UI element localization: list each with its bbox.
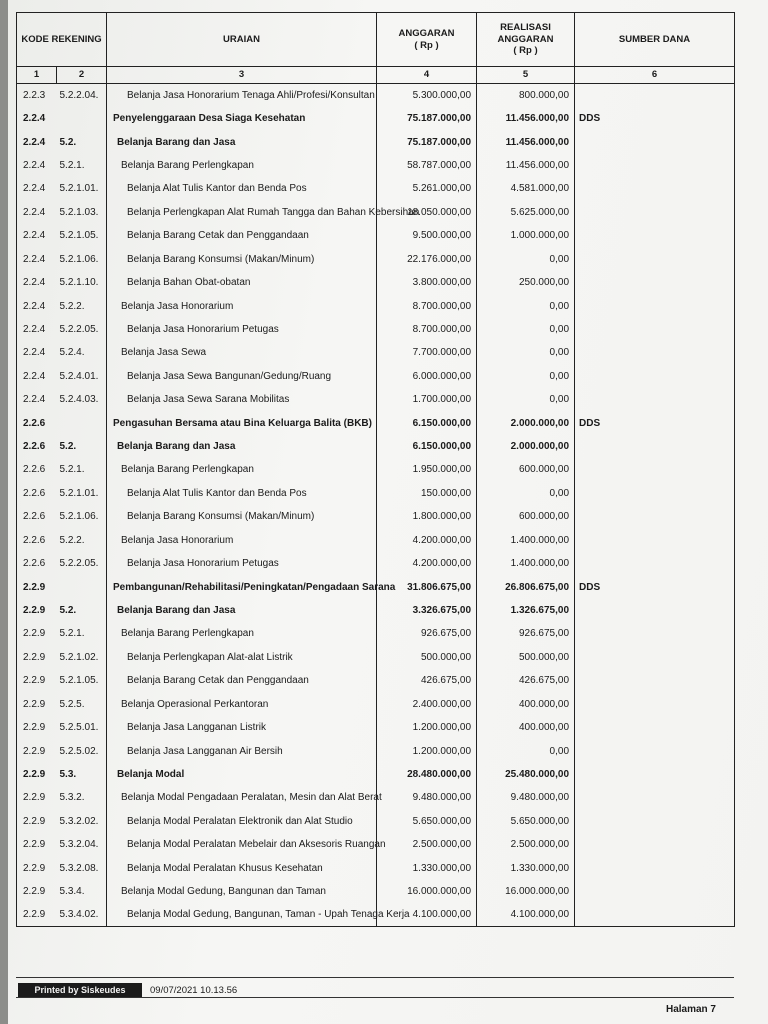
realization-cell: 5.650.000,00 — [477, 810, 575, 833]
account-code-2: 5.2.1.05. — [57, 669, 107, 692]
budget-cell: 1.700.000,00 — [377, 388, 477, 411]
description-cell: Belanja Barang Cetak dan Penggandaan — [107, 669, 377, 692]
header-col-number: 2 — [57, 67, 107, 84]
description-cell: Belanja Jasa Honorarium — [107, 529, 377, 552]
description-cell: Belanja Barang Perlengkapan — [107, 458, 377, 481]
fund-source-cell: DDS — [575, 411, 735, 434]
account-code-2: 5.2.1.06. — [57, 247, 107, 270]
table-row — [17, 411, 735, 434]
realization-cell: 400.000,00 — [477, 692, 575, 715]
account-code-2: 5.3.2.02. — [57, 810, 107, 833]
table-body — [17, 84, 735, 927]
fund-source-cell — [575, 388, 735, 411]
fund-source-cell — [575, 365, 735, 388]
account-code-1: 2.2.6 — [17, 435, 57, 458]
realization-cell: 2.500.000,00 — [477, 833, 575, 856]
account-code-2: 5.3.2.04. — [57, 833, 107, 856]
header-col-number: 1 — [17, 67, 57, 84]
account-code-1: 2.2.4 — [17, 388, 57, 411]
description-cell: Belanja Jasa Honorarium Tenaga Ahli/Profesi/Konsultan — [107, 84, 377, 107]
account-code-1: 2.2.9 — [17, 575, 57, 598]
realization-cell: 926.675,00 — [477, 622, 575, 645]
realization-cell: 426.675,00 — [477, 669, 575, 692]
budget-cell: 16.000.000,00 — [377, 880, 477, 903]
account-code-1: 2.2.9 — [17, 903, 57, 926]
description-cell: Belanja Jasa Sewa Sarana Mobilitas — [107, 388, 377, 411]
budget-cell: 8.700.000,00 — [377, 294, 477, 317]
account-code-2: 5.2.2.04. — [57, 84, 107, 107]
description-cell: Belanja Modal Gedung, Bangunan dan Taman — [107, 880, 377, 903]
printed-by-label: Printed by Siskeudes — [18, 983, 142, 997]
description-cell: Belanja Modal Peralatan Khusus Kesehatan — [107, 856, 377, 879]
table-row — [17, 622, 735, 645]
fund-source-cell — [575, 716, 735, 739]
budget-cell: 6.150.000,00 — [377, 435, 477, 458]
table-row — [17, 529, 735, 552]
budget-cell: 22.176.000,00 — [377, 247, 477, 270]
realization-cell: 5.625.000,00 — [477, 201, 575, 224]
account-code-1: 2.2.6 — [17, 505, 57, 528]
account-code-1: 2.2.9 — [17, 646, 57, 669]
fund-source-cell — [575, 669, 735, 692]
table-row — [17, 107, 735, 130]
header-uraian: URAIAN — [107, 13, 377, 67]
budget-cell: 5.650.000,00 — [377, 810, 477, 833]
table-row — [17, 318, 735, 341]
fund-source-cell — [575, 552, 735, 575]
fund-source-cell — [575, 810, 735, 833]
realization-cell: 0,00 — [477, 365, 575, 388]
table-row — [17, 458, 735, 481]
budget-cell: 3.800.000,00 — [377, 271, 477, 294]
fund-source-cell — [575, 739, 735, 762]
description-cell: Belanja Bahan Obat-obatan — [107, 271, 377, 294]
realization-cell: 2.000.000,00 — [477, 411, 575, 434]
account-code-1: 2.2.9 — [17, 856, 57, 879]
table-row — [17, 833, 735, 856]
header-col-number: 4 — [377, 67, 477, 84]
fund-source-cell — [575, 763, 735, 786]
account-code-1: 2.2.4 — [17, 130, 57, 153]
fund-source-cell — [575, 84, 735, 107]
budget-cell: 4.200.000,00 — [377, 529, 477, 552]
table-row — [17, 294, 735, 317]
header-realisasi-unit: ( Rp ) — [513, 45, 538, 57]
budget-cell: 1.800.000,00 — [377, 505, 477, 528]
budget-cell: 926.675,00 — [377, 622, 477, 645]
account-code-2: 5.2.2.05. — [57, 552, 107, 575]
realization-cell: 4.100.000,00 — [477, 903, 575, 926]
realization-cell: 0,00 — [477, 294, 575, 317]
budget-cell: 58.787.000,00 — [377, 154, 477, 177]
description-cell: Belanja Barang Perlengkapan — [107, 154, 377, 177]
fund-source-cell — [575, 177, 735, 200]
description-cell: Belanja Alat Tulis Kantor dan Benda Pos — [107, 177, 377, 200]
budget-realization-table — [16, 12, 735, 927]
description-cell: Pembangunan/Rehabilitasi/Peningkatan/Pengadaan Sarana — [107, 575, 377, 598]
fund-source-cell: DDS — [575, 575, 735, 598]
table-row — [17, 599, 735, 622]
account-code-1: 2.2.9 — [17, 810, 57, 833]
description-cell: Belanja Jasa Langganan Listrik — [107, 716, 377, 739]
account-code-2: 5.2.1.01. — [57, 177, 107, 200]
description-cell: Penyelenggaraan Desa Siaga Kesehatan — [107, 107, 377, 130]
table-row — [17, 692, 735, 715]
account-code-2: 5.3.4. — [57, 880, 107, 903]
header-anggaran-unit: ( Rp ) — [414, 39, 439, 51]
account-code-2: 5.2. — [57, 599, 107, 622]
header-kode-rekening: KODE REKENING — [17, 13, 107, 67]
fund-source-cell — [575, 247, 735, 270]
realization-cell: 0,00 — [477, 482, 575, 505]
description-cell: Belanja Jasa Langganan Air Bersih — [107, 739, 377, 762]
header-col-number: 5 — [477, 67, 575, 84]
description-cell: Belanja Perlengkapan Alat-alat Listrik — [107, 646, 377, 669]
account-code-2 — [57, 107, 107, 130]
account-code-2: 5.2.2. — [57, 294, 107, 317]
description-cell: Belanja Barang Cetak dan Penggandaan — [107, 224, 377, 247]
fund-source-cell — [575, 856, 735, 879]
account-code-2: 5.2.4.03. — [57, 388, 107, 411]
budget-cell: 7.700.000,00 — [377, 341, 477, 364]
table-row — [17, 341, 735, 364]
budget-cell: 18.050.000,00 — [377, 201, 477, 224]
account-code-1: 2.2.9 — [17, 669, 57, 692]
budget-cell: 1.200.000,00 — [377, 739, 477, 762]
account-code-1: 2.2.9 — [17, 833, 57, 856]
account-code-2 — [57, 575, 107, 598]
budget-cell: 8.700.000,00 — [377, 318, 477, 341]
account-code-1: 2.2.4 — [17, 318, 57, 341]
budget-cell: 28.480.000,00 — [377, 763, 477, 786]
account-code-1: 2.2.9 — [17, 880, 57, 903]
fund-source-cell — [575, 130, 735, 153]
fund-source-cell — [575, 903, 735, 926]
header-anggaran — [377, 13, 477, 67]
fund-source-cell — [575, 294, 735, 317]
account-code-1: 2.2.4 — [17, 177, 57, 200]
description-cell: Belanja Barang dan Jasa — [107, 599, 377, 622]
fund-source-cell: DDS — [575, 107, 735, 130]
account-code-2: 5.3. — [57, 763, 107, 786]
realization-cell: 600.000,00 — [477, 458, 575, 481]
fund-source-cell — [575, 622, 735, 645]
table-row — [17, 739, 735, 762]
account-code-1: 2.2.4 — [17, 201, 57, 224]
fund-source-cell — [575, 833, 735, 856]
account-code-2: 5.3.2.08. — [57, 856, 107, 879]
budget-cell: 1.950.000,00 — [377, 458, 477, 481]
fund-source-cell — [575, 529, 735, 552]
table-row — [17, 201, 735, 224]
account-code-1: 2.2.9 — [17, 786, 57, 809]
account-code-2: 5.2.1.02. — [57, 646, 107, 669]
table-row — [17, 763, 735, 786]
header-col-number: 3 — [107, 67, 377, 84]
budget-cell: 5.261.000,00 — [377, 177, 477, 200]
print-datetime: 09/07/2021 10.13.56 — [150, 985, 238, 996]
account-code-2: 5.2. — [57, 435, 107, 458]
fund-source-cell — [575, 786, 735, 809]
table-row — [17, 552, 735, 575]
account-code-2: 5.2.4. — [57, 341, 107, 364]
account-code-2: 5.2. — [57, 130, 107, 153]
account-code-1: 2.2.4 — [17, 247, 57, 270]
realization-cell: 0,00 — [477, 388, 575, 411]
budget-cell: 1.200.000,00 — [377, 716, 477, 739]
realization-cell: 11.456.000,00 — [477, 130, 575, 153]
fund-source-cell — [575, 880, 735, 903]
description-cell: Belanja Jasa Sewa Bangunan/Gedung/Ruang — [107, 365, 377, 388]
realization-cell: 2.000.000,00 — [477, 435, 575, 458]
account-code-2: 5.2.1. — [57, 622, 107, 645]
description-cell: Belanja Barang Perlengkapan — [107, 622, 377, 645]
account-code-2: 5.2.5. — [57, 692, 107, 715]
table-row — [17, 716, 735, 739]
fund-source-cell — [575, 599, 735, 622]
budget-cell: 75.187.000,00 — [377, 130, 477, 153]
realization-cell: 400.000,00 — [477, 716, 575, 739]
account-code-1: 2.2.4 — [17, 154, 57, 177]
fund-source-cell — [575, 318, 735, 341]
header-sumber-dana: SUMBER DANA — [575, 13, 735, 67]
realization-cell: 800.000,00 — [477, 84, 575, 107]
description-cell: Belanja Modal — [107, 763, 377, 786]
budget-cell: 426.675,00 — [377, 669, 477, 692]
fund-source-cell — [575, 692, 735, 715]
footer-divider — [16, 997, 734, 998]
account-code-2: 5.2.5.01. — [57, 716, 107, 739]
fund-source-cell — [575, 224, 735, 247]
realization-cell: 250.000,00 — [477, 271, 575, 294]
account-code-1: 2.2.9 — [17, 716, 57, 739]
realization-cell: 0,00 — [477, 247, 575, 270]
table-row — [17, 575, 735, 598]
table-row — [17, 84, 735, 107]
account-code-1: 2.2.6 — [17, 458, 57, 481]
budget-cell: 2.400.000,00 — [377, 692, 477, 715]
table-row — [17, 810, 735, 833]
account-code-1: 2.2.9 — [17, 692, 57, 715]
account-code-2: 5.2.1.03. — [57, 201, 107, 224]
budget-cell: 2.500.000,00 — [377, 833, 477, 856]
description-cell: Belanja Modal Gedung, Bangunan, Taman - Upah Tenaga Kerja — [107, 903, 377, 926]
table-row — [17, 669, 735, 692]
account-code-2: 5.2.1.01. — [57, 482, 107, 505]
fund-source-cell — [575, 271, 735, 294]
description-cell: Belanja Barang Konsumsi (Makan/Minum) — [107, 505, 377, 528]
account-code-1: 2.2.4 — [17, 107, 57, 130]
table-row — [17, 388, 735, 411]
budget-cell: 6.000.000,00 — [377, 365, 477, 388]
fund-source-cell — [575, 341, 735, 364]
budget-cell: 9.480.000,00 — [377, 786, 477, 809]
table-row — [17, 247, 735, 270]
description-cell: Belanja Jasa Sewa — [107, 341, 377, 364]
footer-divider — [16, 977, 734, 978]
budget-cell: 500.000,00 — [377, 646, 477, 669]
header-anggaran-label: ANGGARAN — [398, 28, 455, 40]
table-row — [17, 880, 735, 903]
budget-cell: 4.200.000,00 — [377, 552, 477, 575]
account-code-2: 5.3.2. — [57, 786, 107, 809]
fund-source-cell — [575, 646, 735, 669]
budget-cell: 6.150.000,00 — [377, 411, 477, 434]
realization-cell: 0,00 — [477, 341, 575, 364]
realization-cell: 1.326.675,00 — [477, 599, 575, 622]
realization-cell: 1.000.000,00 — [477, 224, 575, 247]
account-code-1: 2.2.9 — [17, 739, 57, 762]
table-row — [17, 482, 735, 505]
account-code-1: 2.2.9 — [17, 622, 57, 645]
account-code-2: 5.2.1. — [57, 458, 107, 481]
realization-cell: 9.480.000,00 — [477, 786, 575, 809]
realization-cell: 16.000.000,00 — [477, 880, 575, 903]
account-code-1: 2.2.6 — [17, 529, 57, 552]
table-row — [17, 646, 735, 669]
description-cell: Belanja Barang Konsumsi (Makan/Minum) — [107, 247, 377, 270]
description-cell: Belanja Modal Pengadaan Peralatan, Mesin dan Alat Berat — [107, 786, 377, 809]
table-row — [17, 365, 735, 388]
realization-cell: 1.330.000,00 — [477, 856, 575, 879]
table-row — [17, 154, 735, 177]
realization-cell: 4.581.000,00 — [477, 177, 575, 200]
budget-cell: 3.326.675,00 — [377, 599, 477, 622]
account-code-1: 2.2.4 — [17, 341, 57, 364]
description-cell: Belanja Operasional Perkantoran — [107, 692, 377, 715]
budget-cell: 1.330.000,00 — [377, 856, 477, 879]
description-cell: Belanja Barang dan Jasa — [107, 435, 377, 458]
account-code-1: 2.2.3 — [17, 84, 57, 107]
budget-cell: 5.300.000,00 — [377, 84, 477, 107]
realization-cell: 0,00 — [477, 318, 575, 341]
account-code-1: 2.2.4 — [17, 294, 57, 317]
account-code-1: 2.2.4 — [17, 224, 57, 247]
realization-cell: 600.000,00 — [477, 505, 575, 528]
account-code-2: 5.2.1.10. — [57, 271, 107, 294]
account-code-2: 5.2.5.02. — [57, 739, 107, 762]
description-cell: Belanja Perlengkapan Alat Rumah Tangga dan Bahan Kebersihan — [107, 201, 377, 224]
table-row — [17, 271, 735, 294]
account-code-1: 2.2.9 — [17, 763, 57, 786]
page-number: Halaman 7 — [665, 1004, 716, 1015]
table-row — [17, 130, 735, 153]
fund-source-cell — [575, 435, 735, 458]
header-realisasi-label: REALISASI ANGGARAN — [497, 22, 554, 45]
account-code-2: 5.2.2. — [57, 529, 107, 552]
fund-source-cell — [575, 458, 735, 481]
fund-source-cell — [575, 482, 735, 505]
account-code-2: 5.3.4.02. — [57, 903, 107, 926]
budget-cell: 150.000,00 — [377, 482, 477, 505]
realization-cell: 0,00 — [477, 739, 575, 762]
description-cell: Belanja Jasa Honorarium — [107, 294, 377, 317]
table-row — [17, 786, 735, 809]
fund-source-cell — [575, 201, 735, 224]
account-code-1: 2.2.9 — [17, 599, 57, 622]
description-cell: Belanja Modal Peralatan Elektronik dan Alat Studio — [107, 810, 377, 833]
account-code-1: 2.2.6 — [17, 552, 57, 575]
account-code-2 — [57, 411, 107, 434]
description-cell: Belanja Jasa Honorarium Petugas — [107, 318, 377, 341]
budget-cell: 75.187.000,00 — [377, 107, 477, 130]
table-row — [17, 856, 735, 879]
description-cell: Belanja Jasa Honorarium Petugas — [107, 552, 377, 575]
account-code-2: 5.2.1.05. — [57, 224, 107, 247]
realization-cell: 1.400.000,00 — [477, 552, 575, 575]
account-code-2: 5.2.1. — [57, 154, 107, 177]
fund-source-cell — [575, 154, 735, 177]
realization-cell: 25.480.000,00 — [477, 763, 575, 786]
description-cell: Belanja Modal Peralatan Mebelair dan Aksesoris Ruangan — [107, 833, 377, 856]
fund-source-cell — [575, 505, 735, 528]
table-row — [17, 435, 735, 458]
realization-cell: 11.456.000,00 — [477, 154, 575, 177]
table-row — [17, 903, 735, 926]
account-code-2: 5.2.2.05. — [57, 318, 107, 341]
table-row — [17, 224, 735, 247]
description-cell: Belanja Barang dan Jasa — [107, 130, 377, 153]
account-code-2: 5.2.1.06. — [57, 505, 107, 528]
table-row — [17, 177, 735, 200]
description-cell: Belanja Alat Tulis Kantor dan Benda Pos — [107, 482, 377, 505]
header-col-number: 6 — [575, 67, 735, 84]
account-code-1: 2.2.6 — [17, 482, 57, 505]
budget-cell: 9.500.000,00 — [377, 224, 477, 247]
realization-cell: 500.000,00 — [477, 646, 575, 669]
realization-cell: 26.806.675,00 — [477, 575, 575, 598]
table-row — [17, 505, 735, 528]
realization-cell: 1.400.000,00 — [477, 529, 575, 552]
budget-cell: 4.100.000,00 — [377, 903, 477, 926]
account-code-1: 2.2.4 — [17, 271, 57, 294]
header-realisasi — [477, 13, 575, 67]
budget-cell: 31.806.675,00 — [377, 575, 477, 598]
account-code-1: 2.2.6 — [17, 411, 57, 434]
realization-cell: 11.456.000,00 — [477, 107, 575, 130]
account-code-1: 2.2.4 — [17, 365, 57, 388]
description-cell: Pengasuhan Bersama atau Bina Keluarga Balita (BKB) — [107, 411, 377, 434]
account-code-2: 5.2.4.01. — [57, 365, 107, 388]
